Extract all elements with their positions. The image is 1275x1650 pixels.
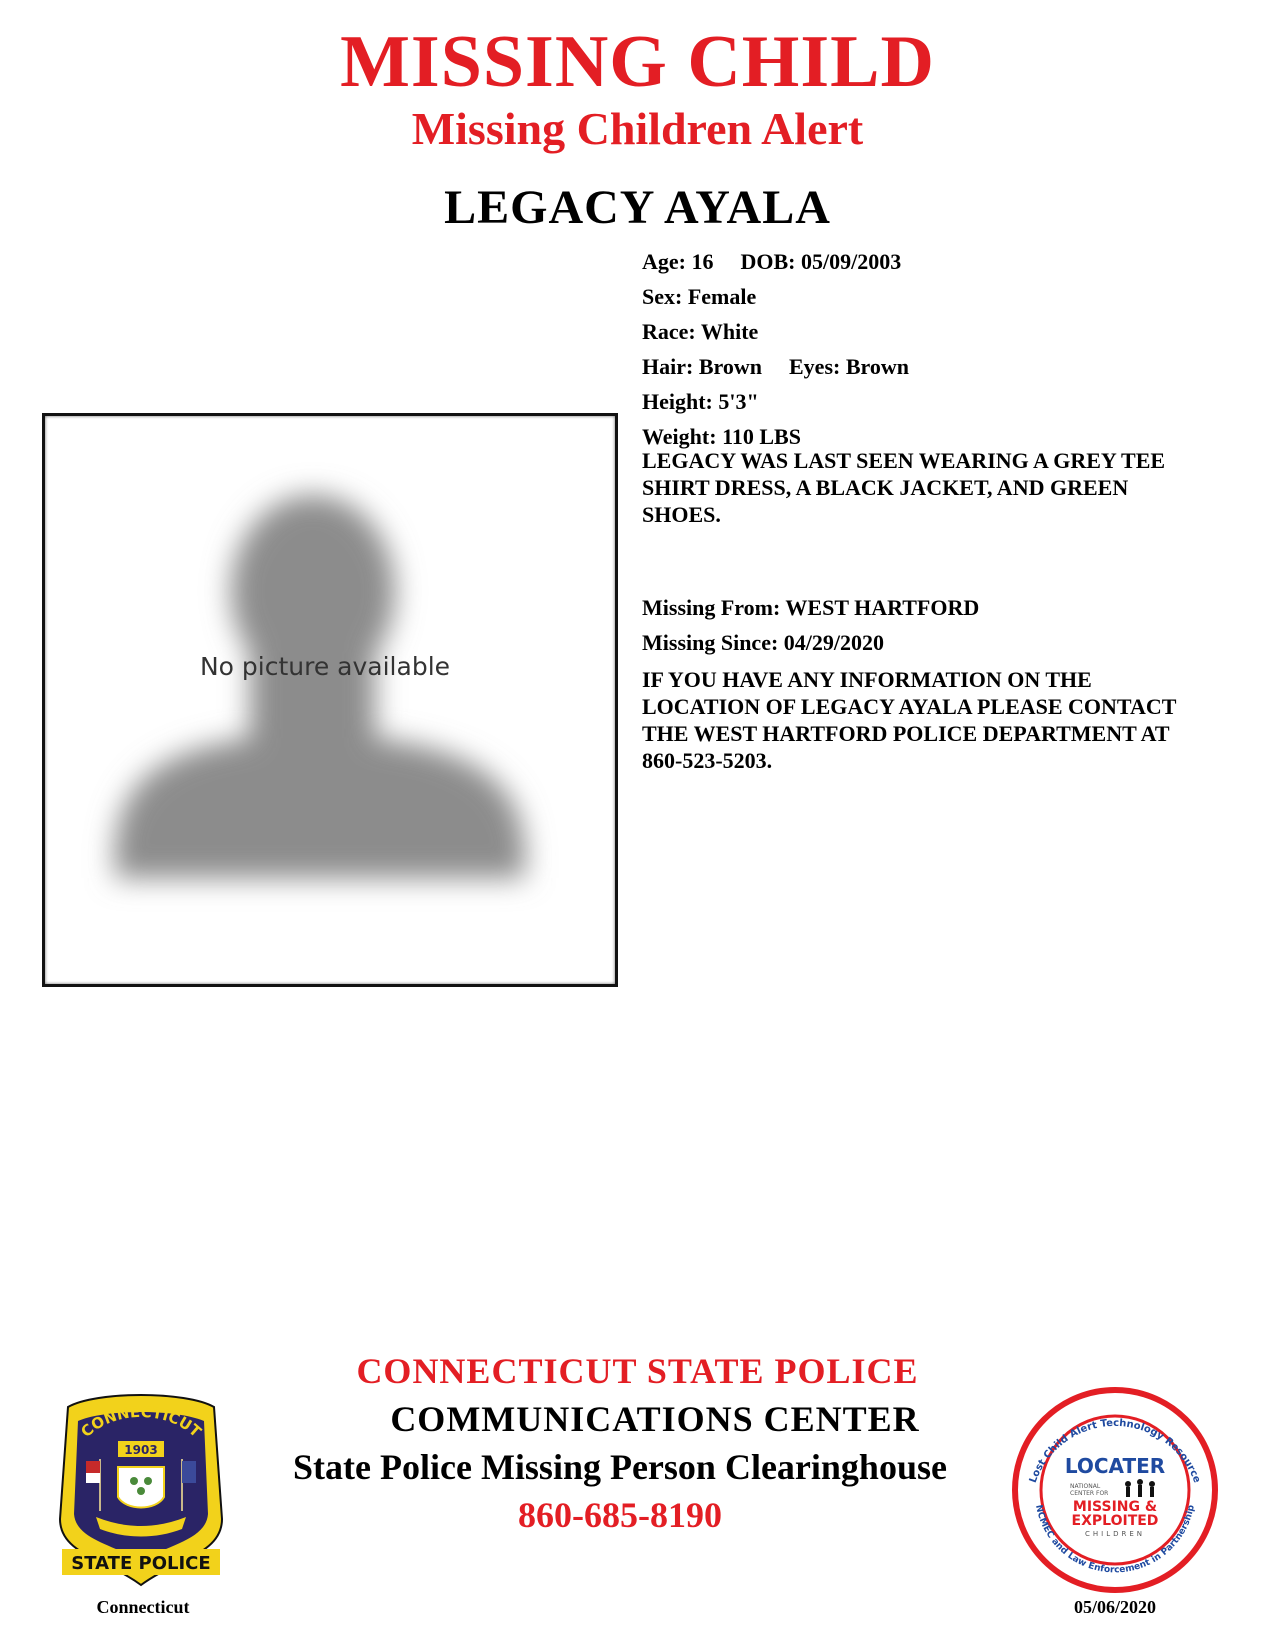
photo-placeholder: [42, 413, 618, 987]
clothing-description: LEGACY WAS LAST SEEN WEARING A GREY TEE SHIRT DRESS, A BLACK JACKET, AND GREEN SHOES.: [642, 448, 1166, 527]
svg-text:Lost Child Alert Technology Re: Lost Child Alert Technology Resource: [1027, 1417, 1203, 1485]
dob-value: 05/09/2003: [800, 249, 902, 274]
svg-text:NATIONAL: NATIONAL: [1070, 1483, 1101, 1490]
svg-text:EXPLOITED: EXPLOITED: [1071, 1513, 1159, 1529]
svg-text:STATE POLICE: STATE POLICE: [71, 1553, 211, 1574]
age-label: Age:: [642, 249, 686, 274]
sex-value: Female: [687, 284, 757, 309]
missing-since-value: 04/29/2020: [783, 630, 885, 655]
svg-text:CONNECTICUT: CONNECTICUT: [77, 1402, 205, 1441]
missing-since-row: [642, 629, 1202, 664]
hotline-phone: 860-685-8190: [518, 1495, 722, 1535]
patch-caption: Connecticut: [96, 1597, 190, 1617]
clearinghouse-name: State Police Missing Person Clearinghouse: [293, 1447, 947, 1487]
race-label: Race:: [642, 319, 696, 344]
child-name: LEGACY AYALA: [444, 181, 831, 234]
svg-text:CHILDREN: CHILDREN: [1084, 1530, 1146, 1538]
state-police-patch-logo: [56, 1389, 226, 1589]
details-panel: [642, 248, 1202, 774]
bulletin-date: 05/06/2020: [1073, 1597, 1156, 1617]
alert-subtitle: Missing Children Alert: [411, 103, 864, 154]
sex-row: [642, 283, 1202, 318]
alert-title: MISSING CHILD: [340, 21, 935, 103]
contact-instructions: IF YOU HAVE ANY INFORMATION ON THE LOCATION OF LEGACY AYALA PLEASE CONTACT THE WEST HARTFORD POLICE DEPARTMENT AT 860-523-5203.: [642, 667, 1177, 773]
svg-text:1903: 1903: [124, 1443, 158, 1457]
svg-text:MISSING &: MISSING &: [1072, 1499, 1158, 1515]
race-row: [642, 318, 1202, 353]
hair-label: Hair:: [642, 354, 694, 379]
height-value: 5'3": [718, 389, 759, 414]
silhouette-icon: [45, 416, 615, 984]
weight-label: Weight:: [642, 424, 717, 449]
height-row: [642, 388, 1202, 423]
race-value: White: [700, 319, 759, 344]
age-value: 16: [691, 249, 714, 274]
svg-text:CENTER FOR: CENTER FOR: [1070, 1490, 1109, 1497]
photo-caption: No picture available: [199, 652, 451, 681]
eyes-value: Brown: [845, 354, 909, 379]
missing-from-value: WEST HARTFORD: [785, 595, 980, 620]
locater-ncmec-seal-logo: [1010, 1385, 1220, 1595]
hair-eyes-row: [642, 353, 1202, 388]
agency-name: CONNECTICUT STATE POLICE: [356, 1351, 919, 1391]
communications-center: COMMUNICATIONS CENTER: [390, 1399, 920, 1439]
dob-label: DOB:: [740, 249, 796, 274]
age-dob-row: [642, 248, 1202, 283]
missing-since-label: Missing Since:: [642, 630, 779, 655]
missing-from-label: Missing From:: [642, 595, 781, 620]
height-label: Height:: [642, 389, 713, 414]
weight-value: 110 LBS: [722, 424, 801, 449]
svg-text:NCMEC and Law Enforcement in P: NCMEC and Law Enforcement in Partnership: [1033, 1504, 1197, 1576]
svg-text:LOCATER: LOCATER: [1064, 1454, 1166, 1478]
sex-label: Sex:: [642, 284, 683, 309]
hair-value: Brown: [698, 354, 762, 379]
missing-from-row: [642, 594, 1202, 629]
eyes-label: Eyes:: [789, 354, 841, 379]
